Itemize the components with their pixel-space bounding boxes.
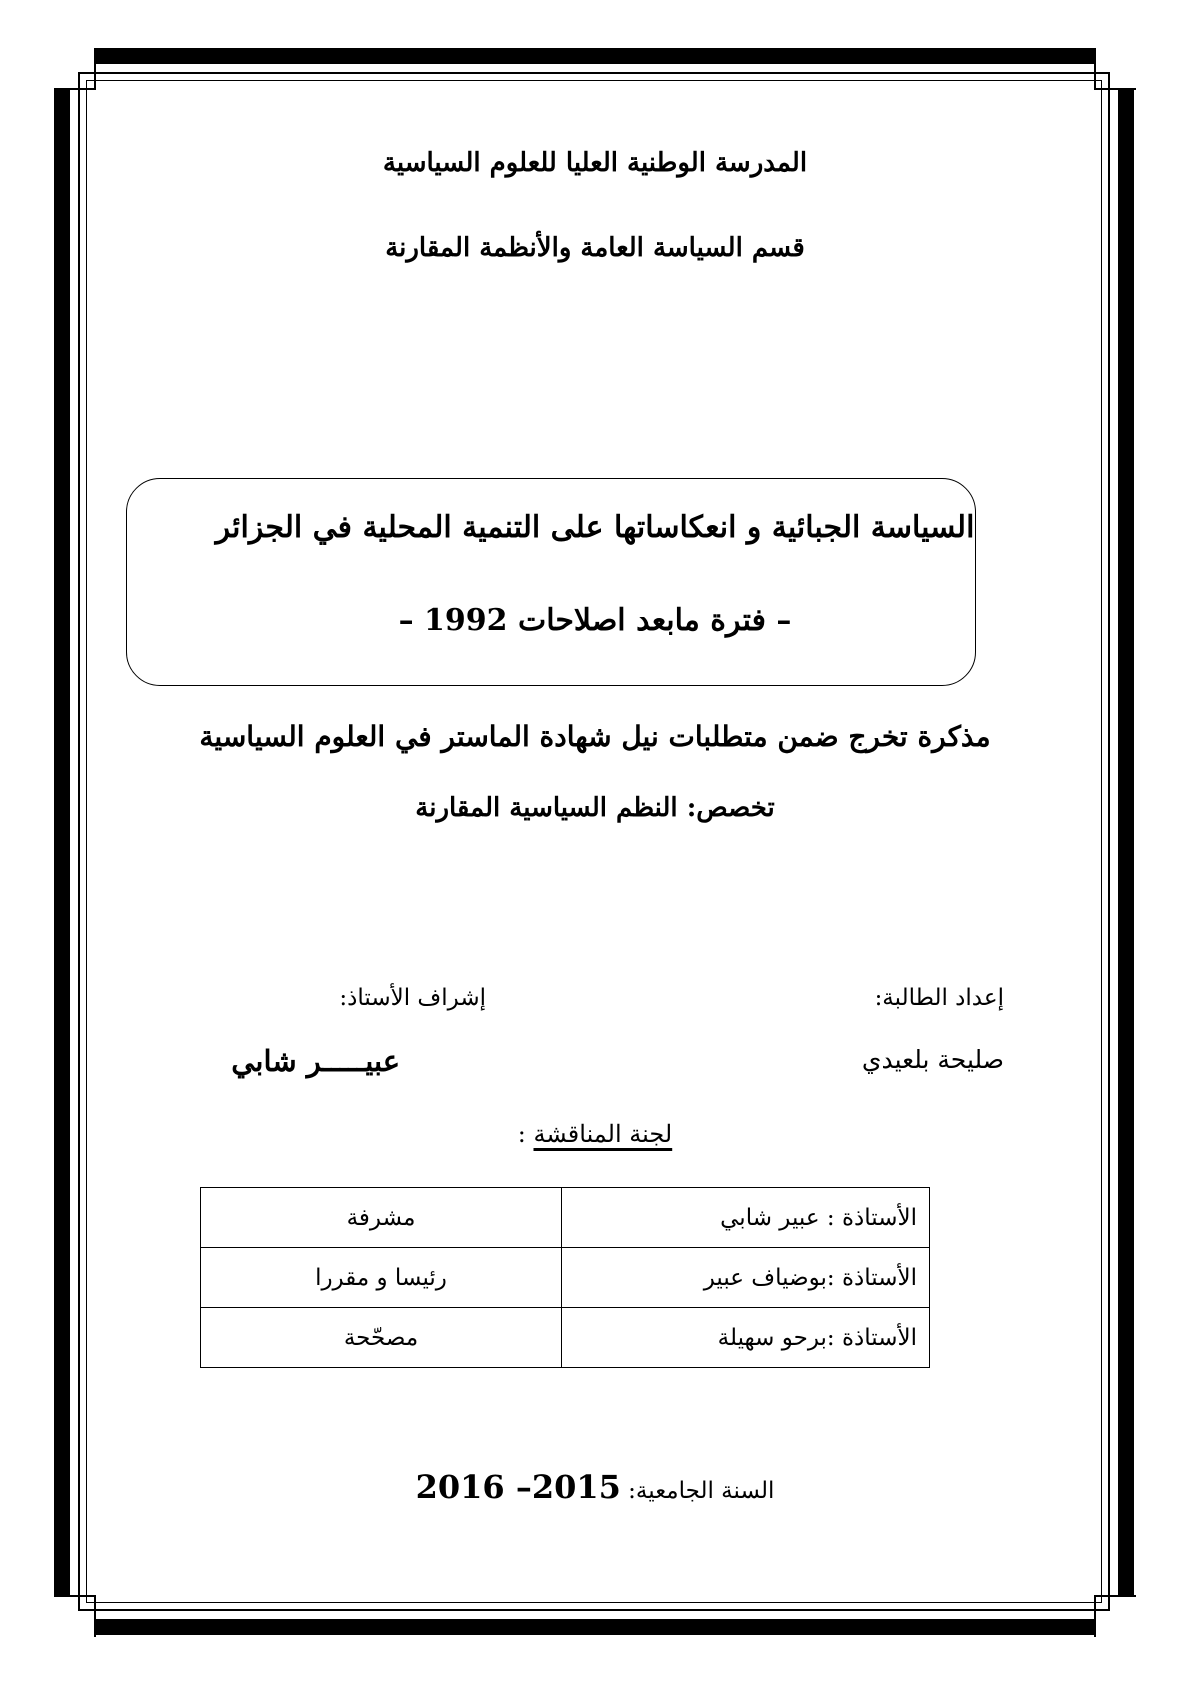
supervisor-name: عبيـــــر شابي [231,1044,400,1078]
academic-year-value: 2015– 2016 [415,1468,621,1506]
table-row [201,1248,930,1308]
supervisor-label: إشراف الأستاذ: [339,985,486,1011]
committee-heading-text: لجنة المناقشة [533,1120,673,1148]
committee-heading [0,1120,1190,1148]
student-label: إعداد الطالبة: [874,985,1004,1011]
school-name: المدرسة الوطنية العليا للعلوم السياسية [382,148,808,178]
department-name: قسم السياسة العامة والأنظمة المقارنة [385,233,805,263]
student-name: صليحة بلعيدي [861,1045,1004,1074]
memo-specialty: تخصص: النظم السياسية المقارنة [415,793,775,823]
committee-member-name: الأستاذة : عبير شابي [562,1188,930,1248]
academic-year-label: السنة الجامعية: [620,1478,775,1504]
page-border-thin-inner [86,80,1102,1603]
thesis-subtitle: – فترة مابعد اصلاحات 1992 – [398,603,792,638]
thesis-title: السياسة الجبائية و انعكاساتها على التنمية المحلية في الجزائر [215,510,975,545]
academic-year [0,1468,1190,1506]
committee-table [200,1187,930,1368]
table-row [201,1308,930,1368]
committee-member-role: مصحّحة [201,1308,562,1368]
committee-member-name: الأستاذة :برحو سهيلة [562,1308,930,1368]
memo-purpose: مذكرة تخرج ضمن متطلبات نيل شهادة الماستر في العلوم السياسية [199,720,991,753]
committee-heading-colon: : [517,1120,534,1148]
committee-member-name: الأستاذة :بوضياف عبير [562,1248,930,1308]
committee-member-role: رئيسا و مقررا [201,1248,562,1308]
table-row [201,1188,930,1248]
committee-member-role: مشرفة [201,1188,562,1248]
